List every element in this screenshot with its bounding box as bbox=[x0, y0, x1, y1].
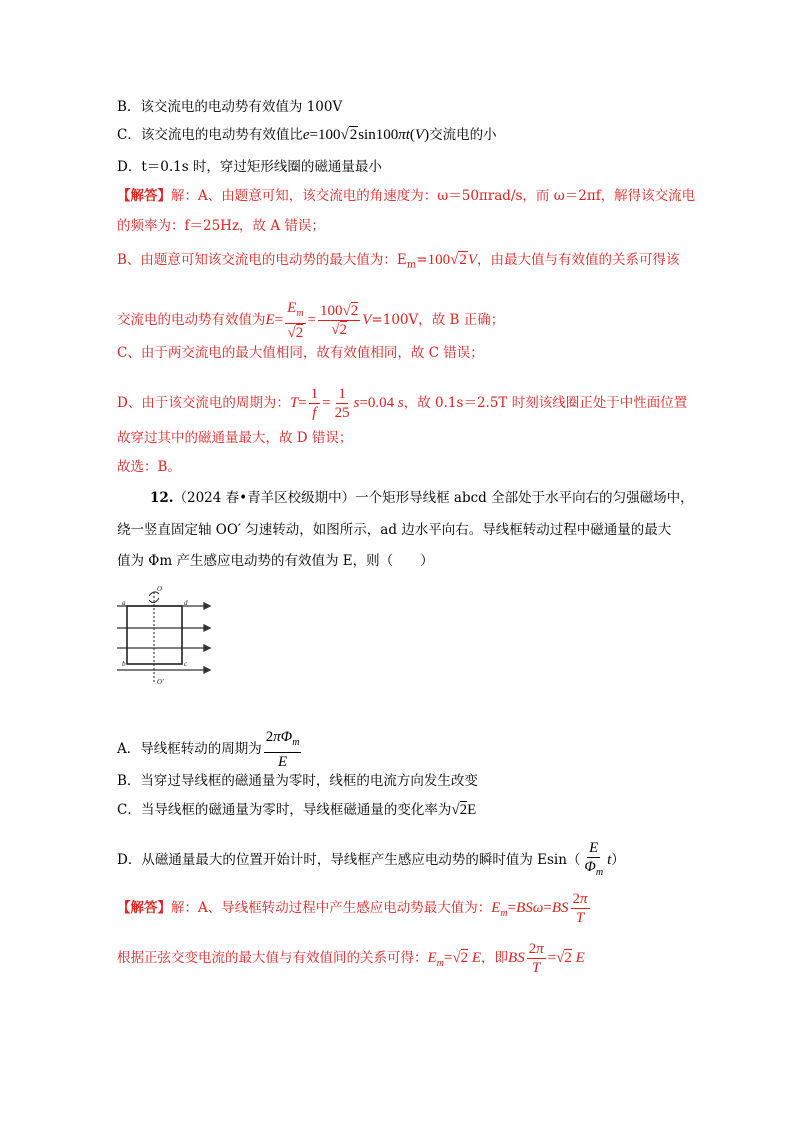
q12-option-c-text: C．当导线框的磁通量为零时，导线框磁通量的变化率为 bbox=[117, 802, 452, 818]
rotating-frame-figure bbox=[117, 586, 212, 686]
q12-answer-line2 bbox=[117, 940, 585, 977]
q12-option-a bbox=[117, 728, 303, 771]
q12-option-a-formula: $\frac{2\pi\Phi_m}{E}$ bbox=[265, 729, 300, 770]
answer-b-text: B、由题意可知该交流电的电动势的最大值为：E bbox=[117, 252, 407, 268]
q12-answer-relation-formula: BS $\frac{2\pi}{T}$ =√2 E bbox=[508, 941, 585, 976]
q12-option-d-text: D．从磁通量最大的位置开始计时，导线框产生感应电动势的瞬时值为 Esin（ bbox=[117, 851, 581, 868]
q12-answer-line1 bbox=[117, 890, 592, 927]
q12-stem-line3: 值为 Φm 产生感应电动势的有效值为 E，则（ ） bbox=[117, 553, 434, 569]
q12-answer-rms-formula: $E_m=√2$ E bbox=[427, 949, 482, 969]
answer-b-rms-formula: E= $\frac{E_m}{√2}$ = $\frac{100√2}{√2}$ V bbox=[265, 300, 372, 341]
answer-c: C、由于两交流电的最大值相同，故有效值相同，故 C 错误； bbox=[117, 345, 484, 361]
answer-b-subscript: m bbox=[406, 259, 417, 271]
option-c bbox=[117, 125, 497, 145]
question-number: 12. bbox=[150, 490, 174, 506]
fig-label-top: O bbox=[157, 586, 163, 593]
q12-stem-line1 bbox=[150, 488, 694, 508]
answer-d-line1 bbox=[117, 385, 687, 422]
q12-option-c bbox=[117, 800, 476, 820]
q12-answer-text1: 解：A、导线框转动过程中产生感应电动势最大值为： bbox=[171, 899, 492, 916]
q12-answer-text2: 根据正弦交变电流的最大值与有效值间的关系可得： bbox=[117, 949, 428, 966]
answer-tag: 【解答】 bbox=[117, 188, 171, 204]
answer-b-line1 bbox=[117, 250, 679, 276]
answer-d-period-formula: T= $\frac{1}{f}$ = $\frac{1}{25}$ s=0.04 s bbox=[289, 386, 404, 421]
answer-d-line2: 故穿过其中的磁通量最大，故 D 错误； bbox=[117, 430, 353, 446]
fig-label-b: b bbox=[122, 660, 126, 668]
answer-b2-text: 交流电的电动势有效值为 bbox=[117, 311, 266, 328]
q12-stem-line2: 绕一竖直固定轴 OO′ 匀速转动，如图所示，ad 边水平向右。导线框转动过程中磁通量的最大 bbox=[117, 522, 672, 538]
q12-option-d-suffix: ） bbox=[611, 851, 625, 868]
option-d: D．t＝0.1s 时，穿过矩形线圈的磁通量最小 bbox=[117, 159, 382, 175]
q12-answer-emax-formula: $E_m=BS\omega=BS$ $\frac{2\pi}{T}$ bbox=[491, 891, 588, 926]
q12-option-d bbox=[117, 839, 625, 882]
q12-answer-mid: ，即 bbox=[481, 949, 509, 966]
answer-b2-suffix: =100V，故 B 正确； bbox=[371, 311, 505, 328]
option-b: B．该交流电的电动势有效值为 100V bbox=[117, 99, 343, 115]
option-c-formula: e=100√2sin100πt(V) bbox=[302, 127, 430, 143]
fig-label-a: a bbox=[122, 599, 126, 607]
answer-a-line2: 的频率为：f＝25Hz，故 A 错误； bbox=[117, 218, 325, 234]
answer-a-line1 bbox=[117, 186, 695, 206]
answer-b-line2 bbox=[117, 299, 504, 342]
answer-b-max-formula: 100√2V bbox=[427, 252, 477, 268]
fig-label-bottom: O' bbox=[157, 678, 164, 686]
option-c-text: C．该交流电的电动势有效值比 bbox=[117, 127, 303, 143]
answer-d-suffix: ，故 0.1s＝2.5T 时刻该线圈正处于中性面位置 bbox=[403, 394, 688, 411]
answer-b-equals: = bbox=[416, 252, 428, 268]
q12-option-c-formula: √2E bbox=[451, 802, 477, 818]
q12-option-b: B．当穿过导线框的磁通量为零时，线框的电流方向发生改变 bbox=[117, 773, 478, 789]
fig-label-d: d bbox=[184, 599, 188, 607]
answer-a-text: 解：A、由题意可知，该交流电的角速度为：ω＝50πrad/s，而 ω＝2πf，解得该交流电 bbox=[171, 188, 696, 204]
q12-stem-text1: （2024 春•青羊区校级期中）一个矩形导线框 abcd 全部处于水平向右的匀强磁场中， bbox=[173, 490, 694, 506]
answer-b-suffix: ，由最大值与有效值的关系可得该 bbox=[476, 252, 680, 268]
q12-option-a-text: A．导线框转动的周期为 bbox=[117, 740, 262, 757]
fig-label-c: c bbox=[184, 660, 188, 668]
q12-option-d-formula: $\frac{E}{\Phi_m}$ t bbox=[584, 840, 612, 878]
answer-d-text: D、由于该交流电的周期为： bbox=[117, 394, 290, 411]
option-c-suffix: 交流电的小 bbox=[429, 127, 497, 143]
answer-choice: 故选：B。 bbox=[117, 459, 181, 475]
q12-answer-tag: 【解答】 bbox=[117, 899, 171, 916]
